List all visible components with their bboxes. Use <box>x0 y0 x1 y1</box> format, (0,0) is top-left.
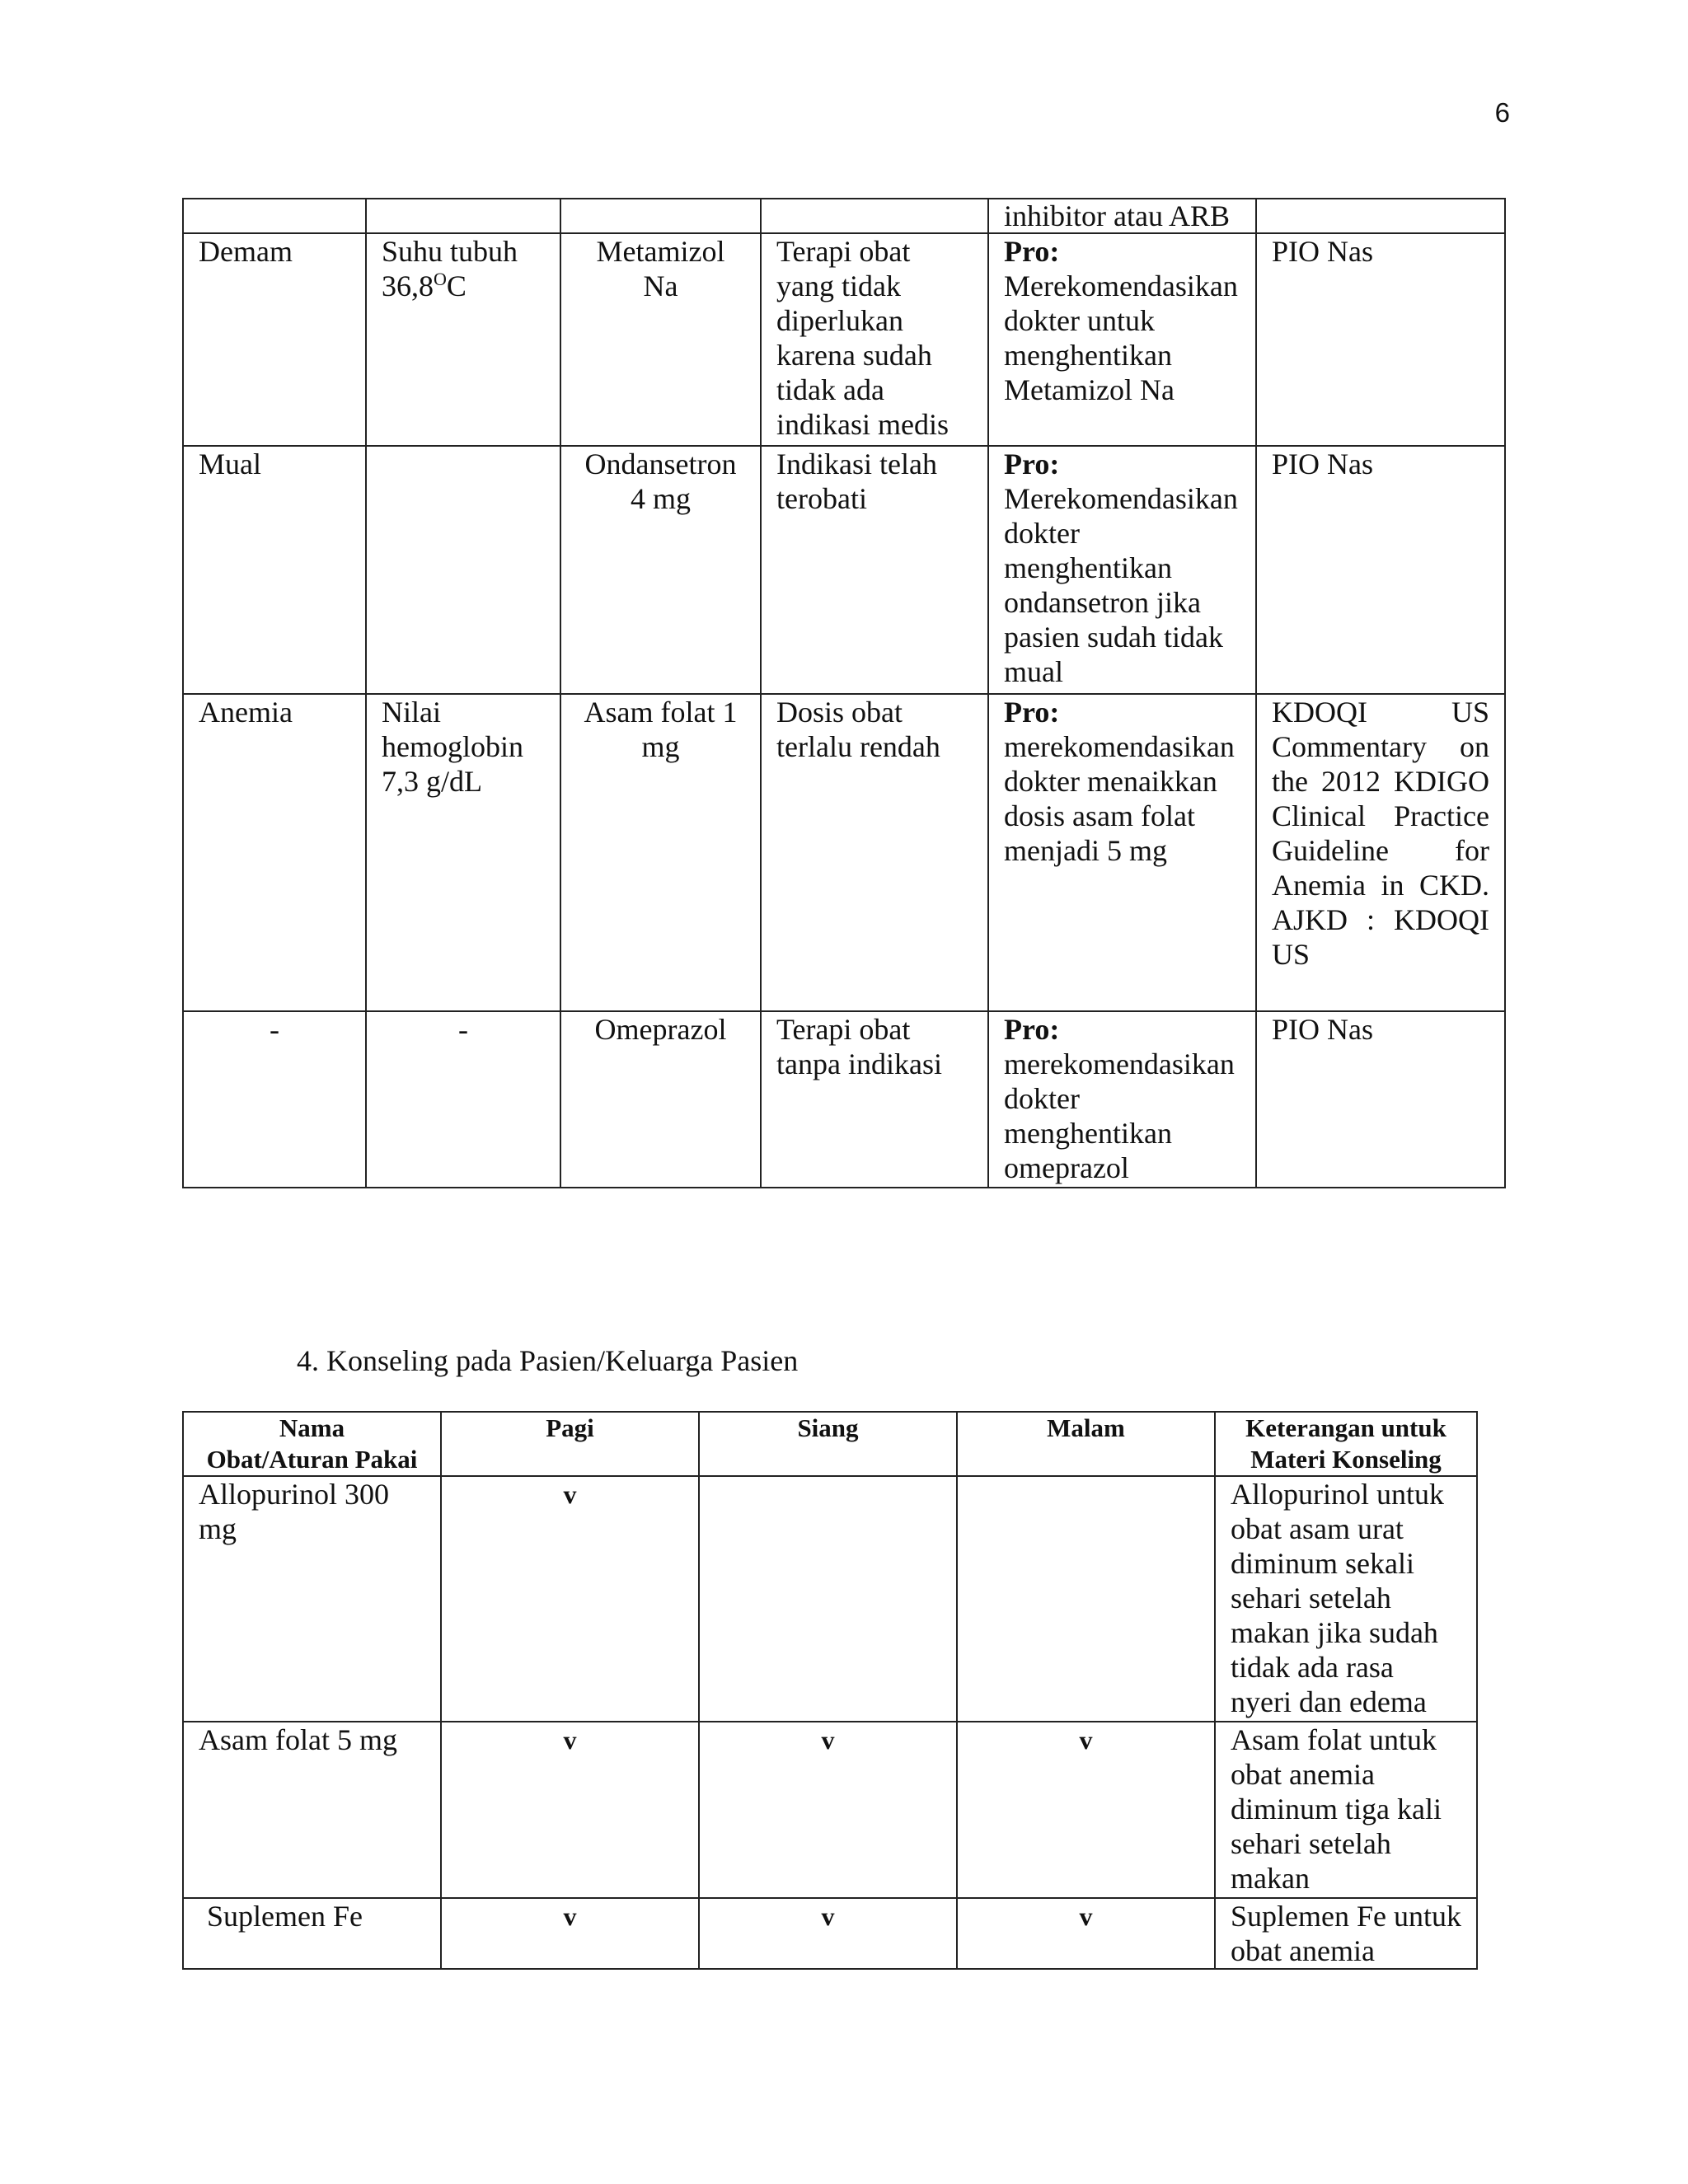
section-heading: 4. Konseling pada Pasien/Keluarga Pasien <box>297 1344 799 1377</box>
temperature-unit: C <box>446 269 467 302</box>
recommendation-text: merekomendasikan dokter menghentikan omeprazol <box>1004 1047 1235 1184</box>
problem-cell: Demam <box>183 233 366 446</box>
table-row <box>183 1011 1505 1188</box>
noon-check: v <box>699 1898 957 1969</box>
recommendation-cell <box>988 1011 1256 1188</box>
header-text: Nama <box>279 1413 345 1442</box>
recommendation-text: merekomendasikan dokter menaikkan dosis asam folat menjadi 5 mg <box>1004 730 1235 867</box>
table-cell <box>366 199 560 233</box>
notes-cell: Asam folat untuk obat anemia diminum tiga kali sehari setelah makan <box>1215 1722 1477 1898</box>
data-cell: Nilai hemoglobin 7,3 g/dL <box>366 694 560 1011</box>
table-cell <box>183 199 366 233</box>
problem-cell: Mual <box>183 446 366 694</box>
notes-cell: Allopurinol untuk obat asam urat diminum sekali sehari setelah makan jika sudah tidak ada rasa nyeri dan edema <box>1215 1476 1477 1722</box>
recommendation-text: Merekomendasikan dokter menghentikan ondansetron jika pasien sudah tidak mual <box>1004 482 1238 688</box>
recommendation-label: Pro: <box>1004 696 1060 729</box>
table-row <box>183 1476 1477 1722</box>
counseling-table <box>182 1411 1478 1970</box>
header-text: Keterangan untuk <box>1245 1413 1447 1442</box>
page-number: 6 <box>1494 97 1510 128</box>
table-row <box>183 233 1505 446</box>
drug-cell: Ondansetron 4 mg <box>560 446 761 694</box>
drug-cell: Metamizol Na <box>560 233 761 446</box>
drug-name-cell: Allopurinol 300 mg <box>183 1476 441 1722</box>
table-row <box>183 199 1505 233</box>
recommendation-cell <box>988 446 1256 694</box>
morning-check: v <box>441 1722 699 1898</box>
header-text: Obat/Aturan Pakai <box>206 1445 418 1474</box>
header-text: Materi Konseling <box>1250 1445 1442 1474</box>
table-row <box>183 1898 1477 1969</box>
notes-cell: Suplemen Fe untuk obat anemia <box>1215 1898 1477 1969</box>
evening-check: v <box>957 1722 1215 1898</box>
recommendation-cell <box>988 233 1256 446</box>
table-row <box>183 446 1505 694</box>
noon-check: v <box>699 1722 957 1898</box>
data-cell <box>366 446 560 694</box>
recommendation-cell <box>988 694 1256 1011</box>
drug-cell: Asam folat 1 mg <box>560 694 761 1011</box>
table-cell <box>761 199 988 233</box>
data-cell <box>366 233 560 446</box>
problem-cell: - <box>183 1011 366 1188</box>
column-header-evening: Malam <box>957 1412 1215 1476</box>
problem-cell: Anemia <box>183 694 366 1011</box>
drp-cell: Indikasi telah terobati <box>761 446 988 694</box>
data-text: Suhu tubuh <box>382 235 518 268</box>
drug-name-cell: Asam folat 5 mg <box>183 1722 441 1898</box>
drug-cell: Omeprazol <box>560 1011 761 1188</box>
column-header-morning: Pagi <box>441 1412 699 1476</box>
recommendation-text: Merekomendasikan dokter untuk menghentikan Metamizol Na <box>1004 269 1238 406</box>
column-header-noon: Siang <box>699 1412 957 1476</box>
reference-cell: KDOQI US Commentary on the 2012 KDIGO Clinical Practice Guideline for Anemia in CKD. AJKD : KDOQI US <box>1256 694 1505 1011</box>
drug-name-cell: Suplemen Fe <box>183 1898 441 1969</box>
evening-check <box>957 1476 1215 1722</box>
recommendation-label: Pro: <box>1004 1013 1060 1046</box>
table-cell <box>560 199 761 233</box>
reference-cell: PIO Nas <box>1256 233 1505 446</box>
recommendation-label: Pro: <box>1004 235 1060 268</box>
morning-check: v <box>441 1476 699 1722</box>
recommendation-label: Pro: <box>1004 448 1060 480</box>
table-cell <box>1256 199 1505 233</box>
drp-cell: Terapi obat yang tidak diperlukan karena sudah tidak ada indikasi medis <box>761 233 988 446</box>
morning-check: v <box>441 1898 699 1969</box>
drug-related-problems-table <box>182 198 1506 1188</box>
drp-cell: Terapi obat tanpa indikasi <box>761 1011 988 1188</box>
drp-cell: Dosis obat terlalu rendah <box>761 694 988 1011</box>
data-cell: - <box>366 1011 560 1188</box>
recommendation-cell: inhibitor atau ARB <box>988 199 1256 233</box>
reference-cell: PIO Nas <box>1256 446 1505 694</box>
column-header-name <box>183 1412 441 1476</box>
noon-check <box>699 1476 957 1722</box>
table-row <box>183 694 1505 1011</box>
column-header-notes <box>1215 1412 1477 1476</box>
evening-check: v <box>957 1898 1215 1969</box>
table-header-row <box>183 1412 1477 1476</box>
reference-cell: PIO Nas <box>1256 1011 1505 1188</box>
temperature-value: 36,8 <box>382 269 434 302</box>
degree-superscript: O <box>434 269 447 289</box>
table-row <box>183 1722 1477 1898</box>
